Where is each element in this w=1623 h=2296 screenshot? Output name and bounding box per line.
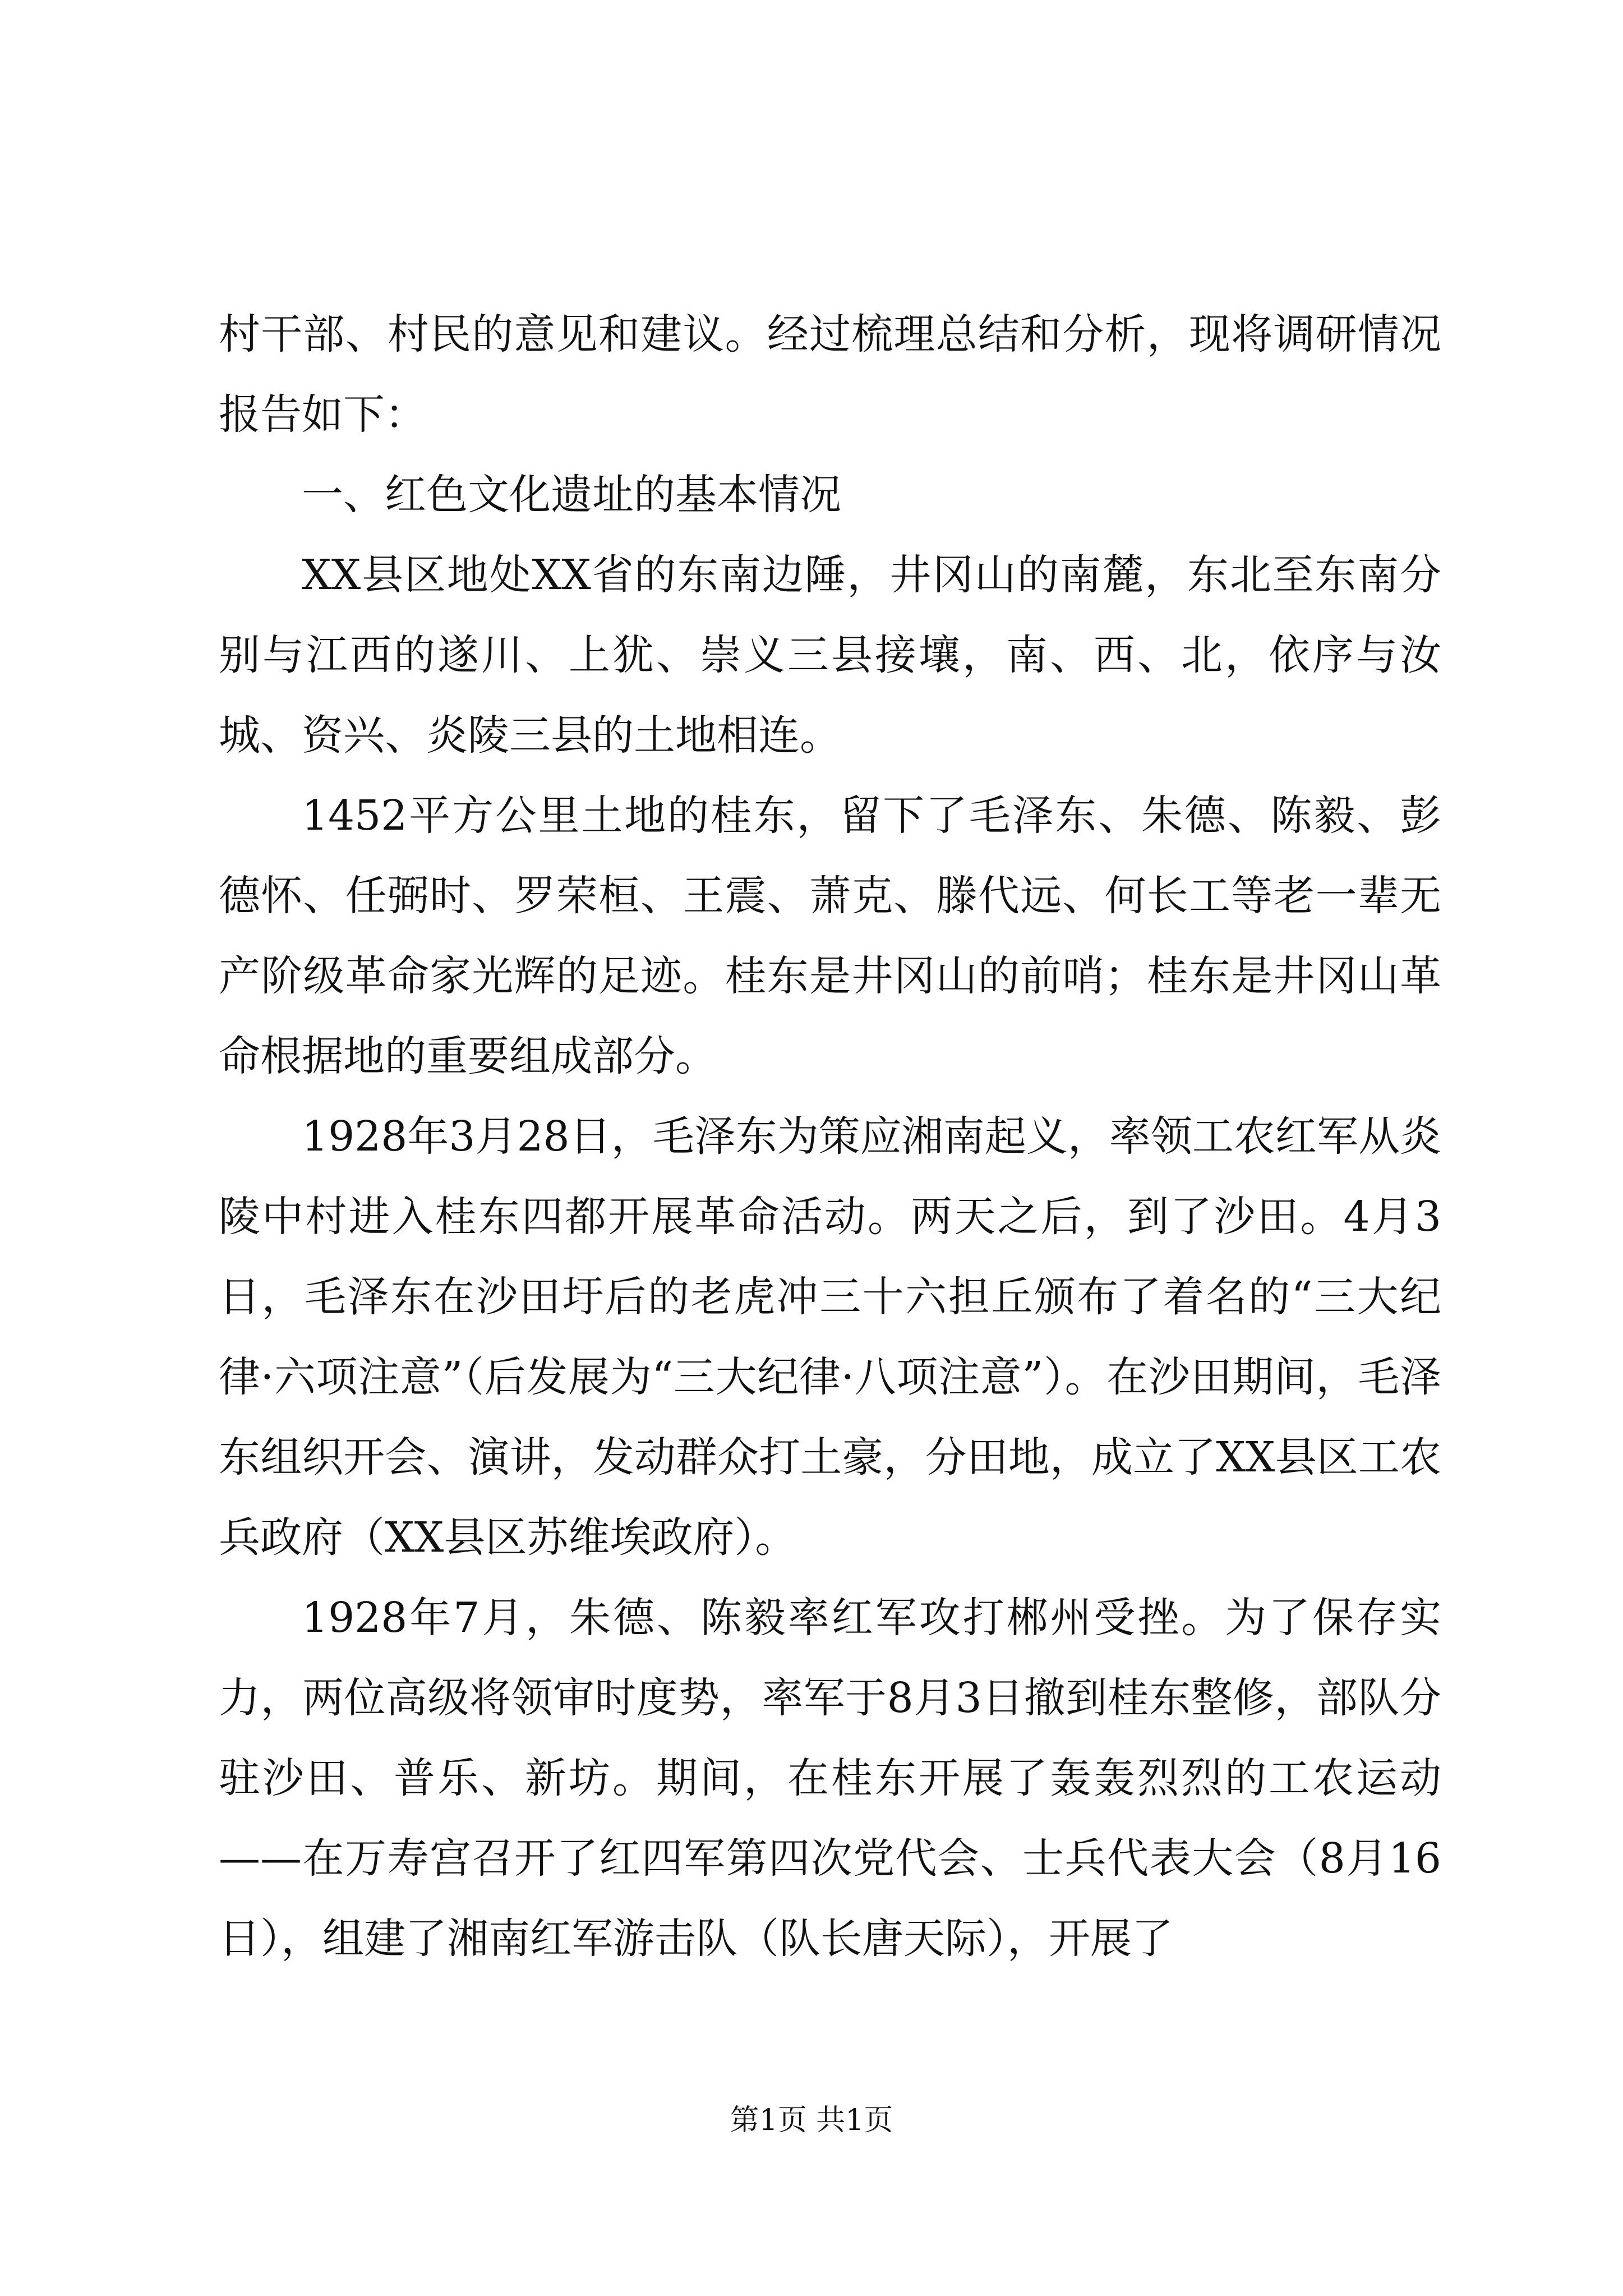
section-heading: 一、红色文化遗址的基本情况 <box>302 471 841 519</box>
paragraph-4: 1452平方公里土地的桂东，留下了毛泽东、朱德、陈毅、彭德怀、任弼时、罗荣桓、王震、萧克、滕代远、何长工等老一辈无产阶级革命家光辉的足迹。桂东是井冈山的前哨；桂东是井冈山革命根据地的重要组成部分。 <box>219 792 1441 1080</box>
paragraph-5: 1928年3月28日，毛泽东为策应湘南起义，率领工农红军从炎陵中村进入桂东四都开展革命活动。两天之后，到了沙田。4月3日，毛泽东在沙田圩后的老虎冲三十六担丘颁布了着名的“三大纪律·六项注意”（后发展为“三大纪律·八项注意”）。在沙田期间，毛泽东组织开会、演讲，发动群众打土豪，分田地，成立了XX县区工农兵政府（XX县区苏维埃政府）。 <box>219 1112 1441 1562</box>
document-body <box>219 295 1441 1979</box>
page-footer: 第1页 共1页 <box>730 2104 893 2137</box>
paragraph-6: 1928年7月，朱德、陈毅率红军攻打郴州受挫。为了保存实力，两位高级将领审时度势，率军于8月3日撤到桂东整修，部队分驻沙田、普乐、新坊。期间，在桂东开展了轰轰烈烈的工农运动——在万寿宫召开了红四军第四次党代会、士兵代表大会（8月16日），组建了湘南红军游击队（队长唐天际），开展了 <box>219 1594 1441 1963</box>
paragraph-3: XX县区地处XX省的东南边陲，井冈山的南麓，东北至东南分别与江西的遂川、上犹、崇义三县接壤，南、西、北，依序与汝城、资兴、炎陵三县的土地相连。 <box>219 551 1441 760</box>
paragraph-1: 村干部、村民的意见和建议。经过梳理总结和分析，现将调研情况报告如下： <box>219 310 1441 439</box>
